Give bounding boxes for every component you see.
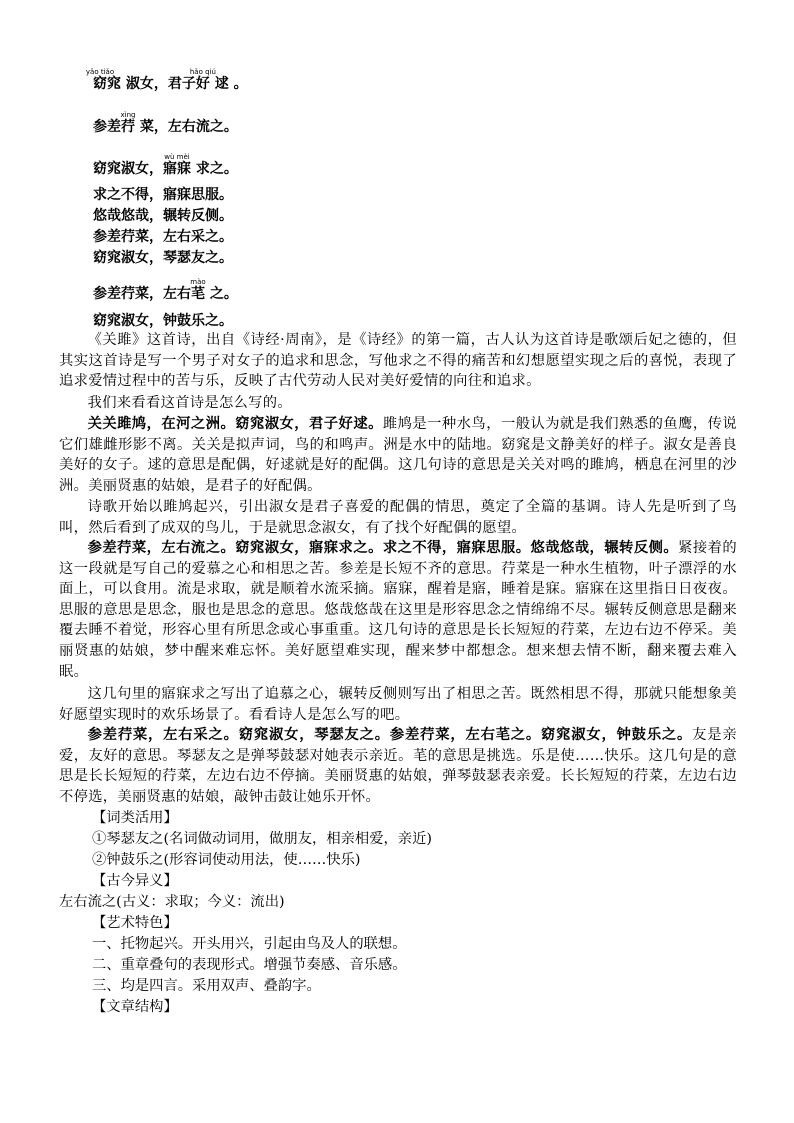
pinyin-char: 寤寐 wù mèi	[163, 153, 191, 177]
pinyin-annotation: yǎo tiǎo	[85, 68, 115, 76]
pinyin-char: 窈 yǎo tiǎo	[85, 68, 115, 92]
transition-paragraph: 我们来看看这首诗是怎么写的。	[87, 395, 292, 411]
word-class-item: ②钟鼓乐之(形容词使动用法，使……快乐)	[92, 852, 361, 868]
section-2-explanation: 紧接着的这一段就是写自己的爱慕之心和相思之苦。参差是长短不齐的意思。荇菜是一种水生植物，叶子漂浮的水面上，可以食用。流是求取，就是顺着水流采摘。寤寐，醒着是寤，睡着是寐。寤寐在这里指日日夜夜。思服的意思是思念，服也是思念的意思。悠哉悠哉在这里是形容思念之情绵绵不尽。辗转反侧意思是翻来覆去睡不着觉，形容心里有所思念或心事重重。这几句诗的意思是长长短短的荇菜，左边右边不停采。美丽贤惠的姑娘，梦中醒来难忘怀。美好愿望难实现，醒来梦中都想念。想来想去情不断，翻来覆去难入眠。	[59, 540, 737, 680]
poem-line-6: 参差荇菜，左右采之。	[93, 229, 233, 245]
art-feature-item: 二、重章叠句的表现形式。增强节奏感、音乐感。	[92, 957, 407, 973]
poem-line-9: 窈窕淑女，钟鼓乐之。	[93, 313, 233, 329]
section-1-explanation: 雎鸠是一种水鸟，一般认为就是我们熟悉的鱼鹰，传说它们雄雌形影不离。关关是拟声词，鸟的和鸣声。洲是水中的陆地。窈窕是文静美好的样子。淑女是善良美好的女子。逑的意思是配偶，好逑就是好的配偶。这几句诗的意思是关关对鸣的雎鸠，栖息在河里的沙洲。美丽贤惠的姑娘，是君子的好配偶。	[59, 416, 738, 494]
word-class-item: ①琴瑟友之(名词做动词用，做朋友，相亲相爱，亲近)	[92, 831, 432, 847]
intro-paragraph: 《关雎》这首诗，出自《诗经·周南》，是《诗经》的第一篇，古人认为这首诗是歌颂后妃之德的，但其实这首诗是写一个男子对女子的追求和思念，写他求之不得的痛苦和幻想愿望实现之后的喜悦，表现了追求爱情过程中的苦与乐，反映了古代劳动人民对美好爱情的向往和追求。	[59, 332, 737, 390]
art-feature-item: 一、托物起兴。开头用兴，引起由鸟及人的联想。	[92, 936, 407, 952]
pinyin-annotation: mào	[190, 278, 206, 286]
poem-line-4: 求之不得，寤寐思服。	[93, 187, 233, 203]
heading-ancient-modern: 【古今异义】	[92, 873, 178, 889]
heading-word-class: 【词类活用】	[92, 810, 178, 826]
poem-line-3: 窈窕淑女，寤寐 wù mèi 求之。	[93, 153, 238, 177]
art-feature-item: 三、均是四言。采用双声、叠韵字。	[92, 978, 321, 994]
pinyin-char: 芼 mào	[190, 278, 206, 302]
start-analysis-paragraph: 诗歌开始以雎鸠起兴，引出淑女是君子喜爱的配偶的情思，奠定了全篇的基调。诗人先是听到了鸟叫，然后看到了成双的鸟儿，于是就思念淑女，有了找个好配偶的愿望。	[59, 499, 737, 536]
heading-structure: 【文章结构】	[92, 999, 178, 1015]
section-1-paragraph	[59, 414, 737, 496]
mid-analysis-paragraph: 这几句里的寤寐求之写出了追慕之心，辗转反侧则写出了相思之苦。既然相思不得，那就只能想象美好愿望实现时的欢乐场景了。看看诗人是怎么写的吧。	[59, 686, 737, 723]
section-3-explanation: 友是亲爱，友好的意思。琴瑟友之是弹琴鼓瑟对她表示亲近。芼的意思是挑选。乐是使……快乐。这几句是的意思是长长短短的荇菜，左边右边不停摘。美丽贤惠的姑娘，弹琴鼓瑟表亲爱。长长短短的荇菜，左边右边不停选，美丽贤惠的姑娘，敲钟击鼓让她乐开怀。	[59, 727, 737, 805]
poem-line-8: 参差荇菜，左右芼 mào 之。	[93, 278, 238, 302]
pinyin-annotation: xìng	[120, 111, 136, 119]
section-2-paragraph	[59, 538, 737, 682]
heading-art-features: 【艺术特色】	[92, 915, 178, 931]
pinyin-char: 荇 xìng	[120, 111, 136, 135]
section-3-quote: 参差荇菜，左右采之。窈窕淑女，琴瑟友之。参差荇菜，左右芼之。窈窕淑女，钟鼓乐之。	[87, 727, 693, 743]
section-1-quote: 关关雎鸠，在河之洲。窈窕淑女，君子好逑。	[87, 416, 383, 432]
ancient-modern-item: 左右流之(古义：求取；今义：流出)	[59, 894, 285, 910]
pinyin-annotation: wù mèi	[164, 153, 190, 161]
poem-line-1: 窈 yǎo tiǎo 窕 淑女，君子好 hǎo qiú 逑 。	[85, 68, 248, 92]
poem-line-2: 参差荇 xìng 菜，左右流之。	[93, 111, 238, 135]
poem-line-5: 悠哉悠哉，辗转反侧。	[93, 208, 233, 224]
pinyin-annotation: hǎo qiú	[189, 68, 216, 76]
section-3-paragraph	[59, 725, 737, 807]
poem-line-7: 窈窕淑女，琴瑟友之。	[93, 250, 233, 266]
pinyin-char: 好 hǎo qiú	[189, 68, 216, 92]
section-2-quote: 参差荇菜，左右流之。窈窕淑女，寤寐求之。求之不得，寤寐思服。悠哉悠哉，辗转反侧。	[87, 540, 679, 556]
